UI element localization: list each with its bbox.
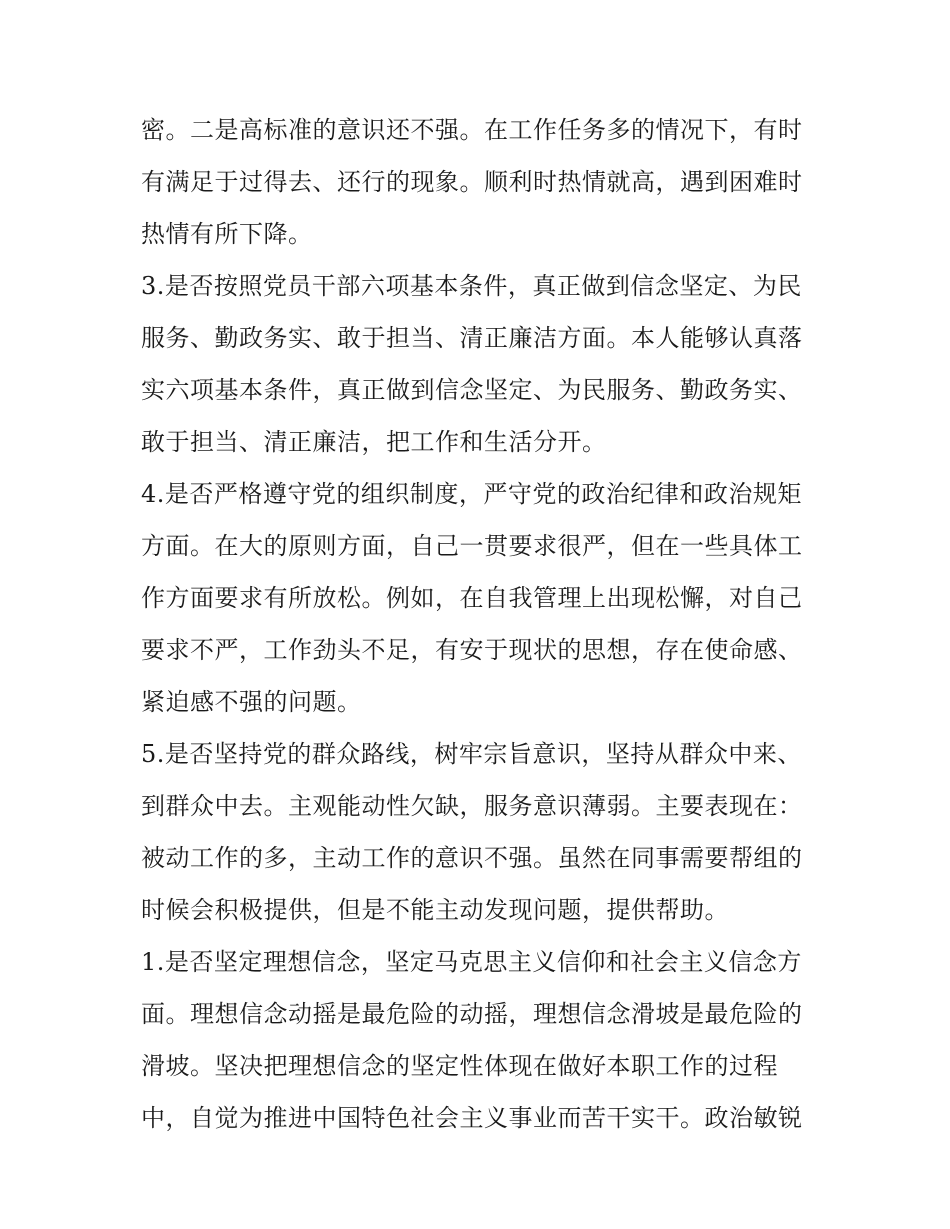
text-line: 紧迫感不强的问题。 xyxy=(141,688,362,716)
text-line: 3.是否按照党员干部六项基本条件，真正做到信念坚定、为民 xyxy=(141,272,802,300)
document-body xyxy=(141,104,813,1144)
text-line: 作方面要求有所放松。例如，在自我管理上出现松懈，对自己 xyxy=(141,584,803,612)
text-line: 热情有所下降。 xyxy=(141,220,313,248)
text-line: 实六项基本条件，真正做到信念坚定、为民服务、勤政务实、 xyxy=(141,376,803,404)
text-line: 服务、勤政务实、敢于担当、清正廉洁方面。本人能够认真落 xyxy=(141,324,803,352)
text-line: 滑坡。坚决把理想信念的坚定性体现在做好本职工作的过程 xyxy=(141,1052,778,1080)
text-line: 4.是否严格遵守党的组织制度，严守党的政治纪律和政治规矩 xyxy=(141,480,802,508)
text-line: 有满足于过得去、还行的现象。顺利时热情就高，遇到困难时 xyxy=(141,168,803,196)
text-line: 被动工作的多，主动工作的意识不强。虽然在同事需要帮组的 xyxy=(141,844,803,872)
text-line: 要求不严，工作劲头不足，有安于现状的思想，存在使命感、 xyxy=(141,636,803,664)
text-line: 5.是否坚持党的群众路线，树牢宗旨意识，坚持从群众中来、 xyxy=(141,740,802,768)
text-line: 敢于担当、清正廉洁，把工作和生活分开。 xyxy=(141,428,607,456)
text-line: 时候会积极提供，但是不能主动发现问题，提供帮助。 xyxy=(141,896,729,924)
text-line: 中，自觉为推进中国特色社会主义事业而苦干实干。政治敏锐 xyxy=(141,1104,803,1132)
text-line: 方面。在大的原则方面，自己一贯要求很严，但在一些具体工 xyxy=(141,532,803,560)
text-line: 面。理想信念动摇是最危险的动摇，理想信念滑坡是最危险的 xyxy=(141,1000,803,1028)
text-line: 1.是否坚定理想信念，坚定马克思主义信仰和社会主义信念方 xyxy=(141,948,802,976)
text-line: 到群众中去。主观能动性欠缺，服务意识薄弱。主要表现在： xyxy=(141,792,803,820)
text-line: 密。二是高标准的意识还不强。在工作任务多的情况下，有时 xyxy=(141,116,803,144)
